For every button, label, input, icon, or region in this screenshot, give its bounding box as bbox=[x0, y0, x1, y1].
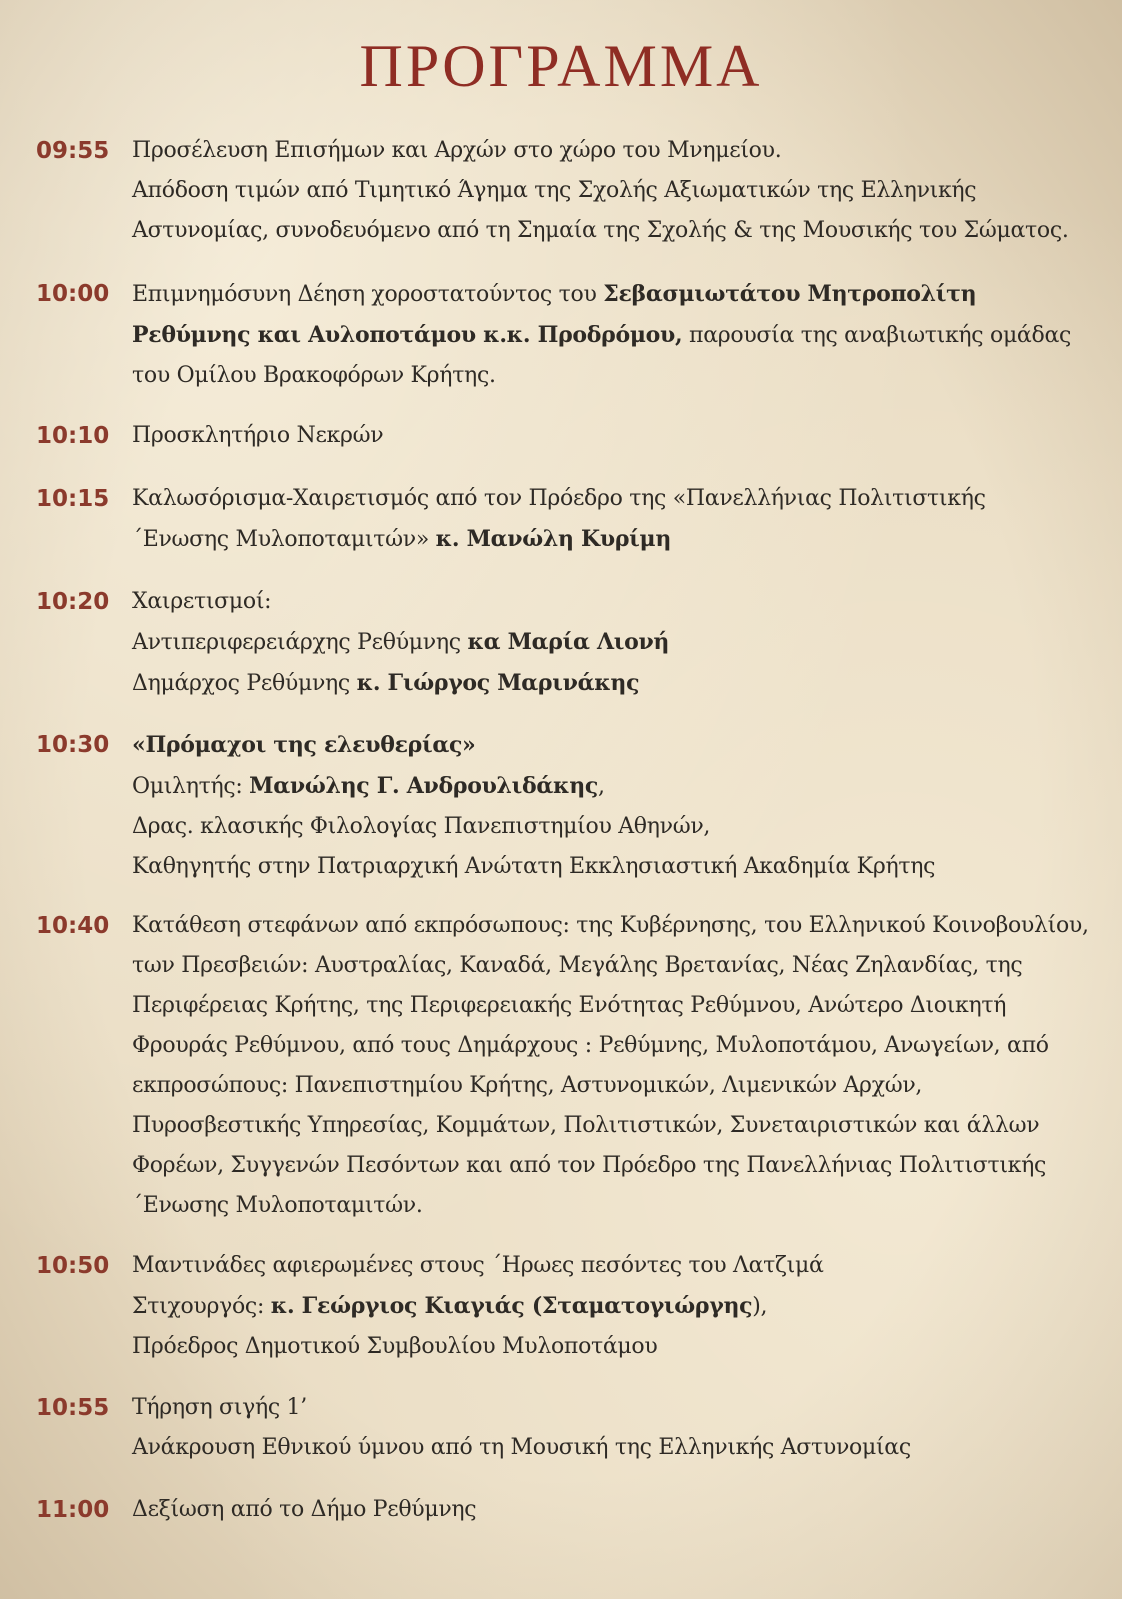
line-text: Αστυνομίας, συνοδευόμενο από τη Σημαία της Σχολής & της Μουσικής του Σώματος. bbox=[132, 218, 1069, 243]
line-text: ΄Ενωσης Μυλοποταμιτών. bbox=[132, 1193, 423, 1218]
line-text: Δρας. κλασικής Φιλολογίας Πανεπιστημίου Αθηνών, bbox=[132, 814, 711, 839]
entry-description bbox=[132, 416, 1107, 456]
line-text: Ομιλητής: bbox=[132, 774, 250, 799]
emphasized-text: Μανώλης Γ. Ανδρουλιδάκης bbox=[249, 773, 599, 799]
entry-time: 10:40 bbox=[36, 913, 110, 939]
line-text: του Ομίλου Βρακοφόρων Κρήτης. bbox=[132, 363, 496, 388]
emphasized-text: Σεβασμιωτάτου Μητροπολίτη bbox=[603, 281, 977, 307]
entry-line bbox=[132, 1106, 1107, 1146]
line-text: ΄Ενωσης Μυλοποταμιτών» bbox=[132, 527, 436, 552]
line-text: Φορέων, Συγγενών Πεσόντων και από τον Πρόεδρο της Πανελλήνιας Πολιτιστικής bbox=[132, 1153, 1047, 1178]
line-text: Καλωσόρισμα-Χαιρετισμός από τον Πρόεδρο της «Πανελλήνιας Πολιτιστικής bbox=[132, 486, 986, 511]
entry-line bbox=[132, 906, 1107, 946]
entry-line bbox=[132, 131, 1107, 171]
line-text: Προσκλητήριο Νεκρών bbox=[132, 423, 384, 448]
entry-line bbox=[132, 1327, 1107, 1367]
entry-line bbox=[132, 1490, 1107, 1530]
line-text: ), bbox=[752, 1294, 768, 1319]
entry-description bbox=[132, 131, 1107, 251]
entry-line bbox=[132, 1186, 1107, 1226]
line-text: Αντιπεριφερειάρχης Ρεθύμνης bbox=[132, 630, 468, 655]
emphasized-text: Ρεθύμνης και Αυλοποτάμου κ.κ. Προδρόμου, bbox=[132, 322, 683, 348]
line-text: Δημάρχος Ρεθύμνης bbox=[132, 671, 357, 696]
entry-line bbox=[132, 622, 1107, 663]
entry-line bbox=[132, 1146, 1107, 1186]
entry-line bbox=[132, 807, 1107, 847]
entry-time: 10:00 bbox=[36, 281, 110, 307]
line-text: εκπροσώπους: Πανεπιστημίου Κρήτης, Αστυνομικών, Λιμενικών Αρχών, bbox=[132, 1073, 923, 1098]
entry-line bbox=[132, 211, 1107, 251]
entry-line bbox=[132, 1066, 1107, 1106]
entry-description bbox=[132, 274, 1107, 396]
entry-line bbox=[132, 274, 1107, 315]
line-text: Δεξίωση από το Δήμο Ρεθύμνης bbox=[132, 1497, 477, 1522]
entry-line bbox=[132, 582, 1107, 622]
line-text: Τήρηση σιγής 1’ bbox=[132, 1395, 307, 1420]
entry-line bbox=[132, 663, 1107, 704]
line-text: των Πρεσβειών: Αυστραλίας, Καναδά, Μεγάλης Βρετανίας, Νέας Ζηλανδίας, της bbox=[132, 953, 1023, 978]
entry-description bbox=[132, 1388, 1107, 1468]
emphasized-text: «Πρόμαχοι της ελευθερίας» bbox=[132, 732, 476, 758]
entry-line bbox=[132, 1428, 1107, 1468]
entry-line bbox=[132, 725, 1107, 766]
entry-line bbox=[132, 1388, 1107, 1428]
line-text: Προσέλευση Επισήμων και Αρχών στο χώρο του Μνημείου. bbox=[132, 138, 782, 163]
entry-line bbox=[132, 519, 1107, 560]
line-text: Απόδοση τιμών από Τιμητικό Άγημα της Σχολής Αξιωματικών της Ελληνικής bbox=[132, 178, 977, 203]
entry-line bbox=[132, 479, 1107, 519]
line-text: Περιφέρειας Κρήτης, της Περιφερειακής Ενότητας Ρεθύμνου, Ανώτερο Διοικητή bbox=[132, 993, 1007, 1018]
entry-time: 10:55 bbox=[36, 1395, 110, 1421]
line-text: Πρόεδρος Δημοτικού Συμβουλίου Μυλοποτάμου bbox=[132, 1334, 658, 1359]
emphasized-text: κ. Μανώλη Κυρίμη bbox=[435, 526, 672, 552]
entry-line bbox=[132, 847, 1107, 887]
entry-time: 10:50 bbox=[36, 1253, 110, 1279]
entry-time: 11:00 bbox=[36, 1497, 110, 1523]
emphasized-text: κ. Γεώργιος Κιαγιάς (Σταματογιώργης bbox=[270, 1293, 753, 1319]
entry-line bbox=[132, 946, 1107, 986]
page-title: ΠΡΟΓΡΑΜΜΑ bbox=[359, 33, 763, 99]
entry-description bbox=[132, 725, 1107, 887]
emphasized-text: κ. Γιώργος Μαρινάκης bbox=[356, 670, 640, 696]
line-text: παρουσία της αναβιωτικής ομάδας bbox=[682, 323, 1072, 348]
line-text: , bbox=[598, 774, 605, 799]
entry-time: 10:15 bbox=[36, 486, 110, 512]
entry-description bbox=[132, 1246, 1107, 1367]
line-text: Μαντινάδες αφιερωμένες στους ΄Ηρωες πεσόντες του Λατζιμά bbox=[132, 1253, 824, 1278]
line-text: Χαιρετισμοί: bbox=[132, 589, 272, 614]
entry-time: 09:55 bbox=[36, 138, 110, 164]
entry-line bbox=[132, 416, 1107, 456]
entry-line bbox=[132, 1246, 1107, 1286]
entry-time: 10:20 bbox=[36, 589, 110, 615]
entry-time: 10:30 bbox=[36, 732, 110, 758]
entry-description bbox=[132, 906, 1107, 1226]
entry-line bbox=[132, 171, 1107, 211]
entry-line bbox=[132, 1286, 1107, 1327]
entry-description bbox=[132, 479, 1107, 560]
entry-time: 10:10 bbox=[36, 423, 110, 449]
entry-line bbox=[132, 356, 1107, 396]
emphasized-text: κα Μαρία Λιονή bbox=[467, 629, 670, 655]
line-text: Καθηγητής στην Πατριαρχική Ανώτατη Εκκλησιαστική Ακαδημία Κρήτης bbox=[132, 854, 936, 879]
line-text: Ανάκρουση Εθνικού ύμνου από τη Μουσική της Ελληνικής Αστυνομίας bbox=[132, 1435, 911, 1460]
entry-line bbox=[132, 1026, 1107, 1066]
line-text: Πυροσβεστικής Υπηρεσίας, Κομμάτων, Πολιτιστικών, Συνεταιριστικών και άλλων bbox=[132, 1113, 1040, 1138]
entry-line bbox=[132, 766, 1107, 807]
line-text: Φρουράς Ρεθύμνου, από τους Δημάρχους : Ρεθύμνης, Μυλοποτάμου, Ανωγείων, από bbox=[132, 1033, 1049, 1058]
entry-description bbox=[132, 1490, 1107, 1530]
entry-description bbox=[132, 582, 1107, 704]
line-text: Κατάθεση στεφάνων από εκπρόσωπους: της Κυβέρνησης, του Ελληνικού Κοινοβουλίου, bbox=[132, 913, 1089, 938]
entry-line bbox=[132, 986, 1107, 1026]
line-text: Επιμνημόσυνη Δέηση χοροστατούντος του bbox=[132, 282, 604, 307]
entry-line bbox=[132, 315, 1107, 356]
line-text: Στιχουργός: bbox=[132, 1294, 271, 1319]
